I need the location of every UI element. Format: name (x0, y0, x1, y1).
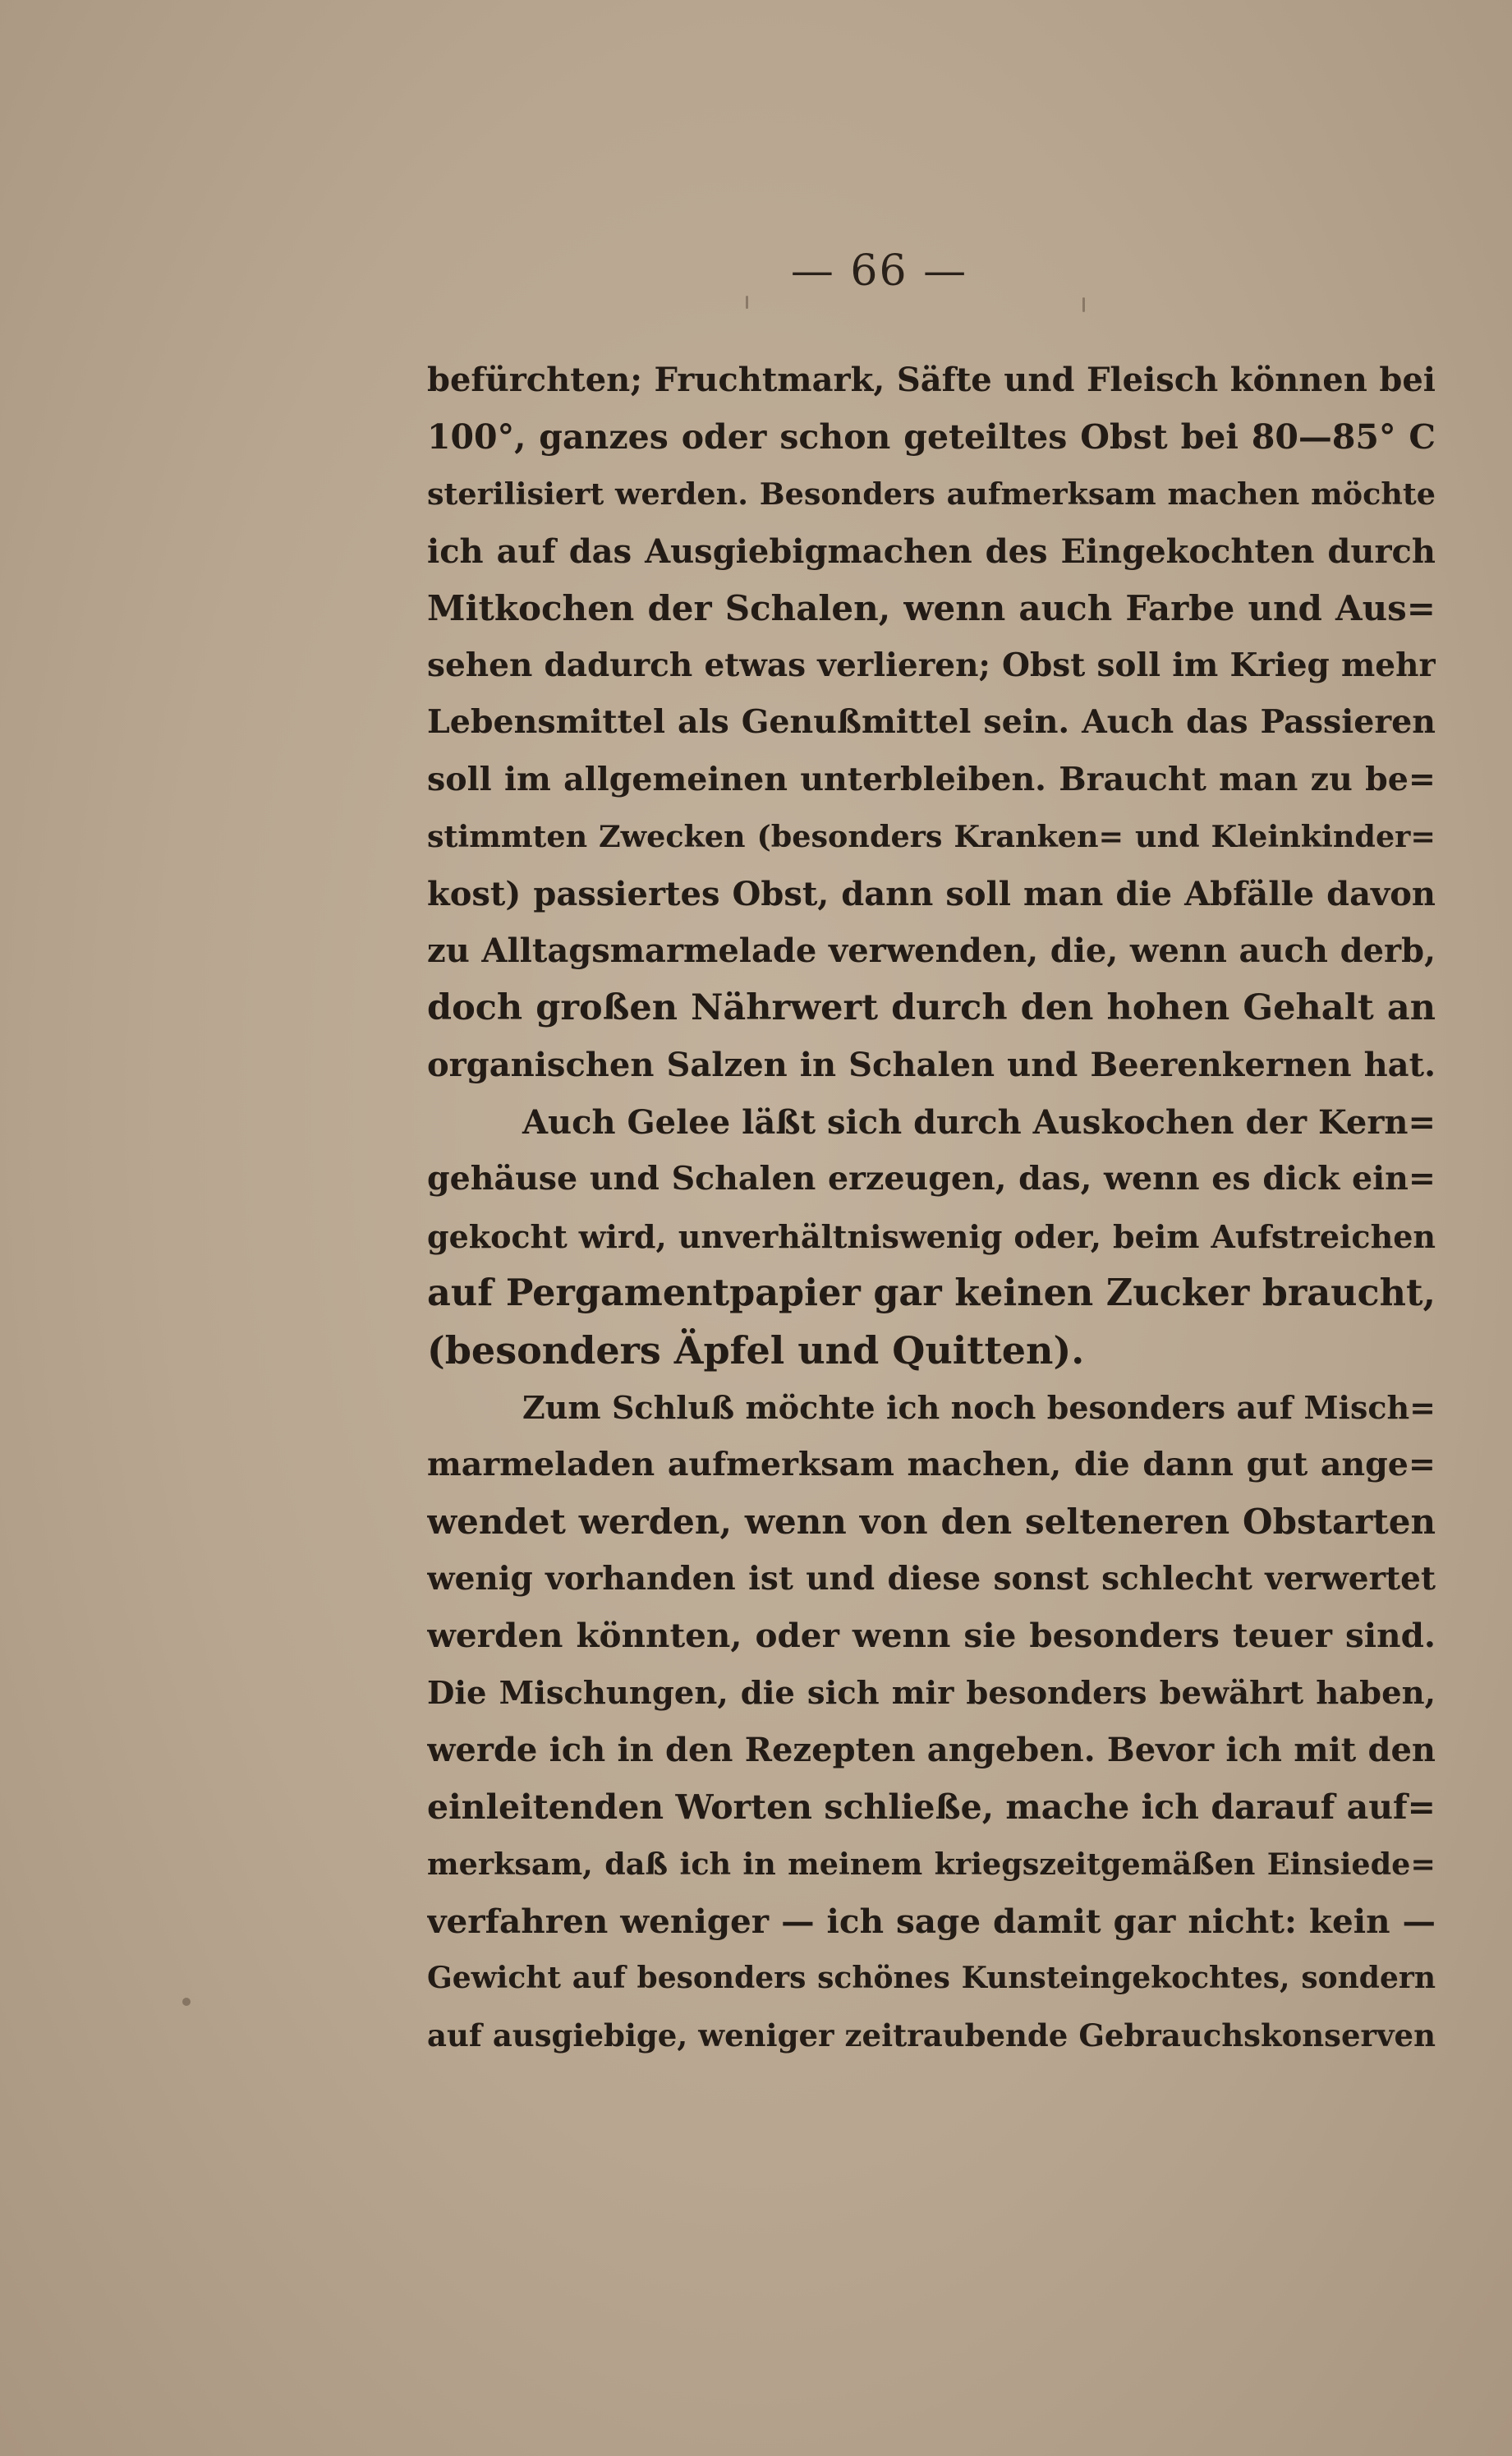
text-line: zu Alltagsmarmelade verwenden, die, wenn auch derb, (427, 931, 1436, 970)
text-line: ich auf das Ausgiebigmachen des Eingekochten durch (427, 531, 1436, 571)
paper-speck (182, 1998, 191, 2006)
text-line: gehäuse und Schalen erzeugen, das, wenn es dick ein= (427, 1160, 1436, 1198)
text-line: sehen dadurch etwas verlieren; Obst soll im Krieg mehr (427, 646, 1436, 684)
text-line: 100°, ganzes oder schon geteiltes Obst bei 80—85° C (427, 416, 1436, 457)
text-line: auf ausgiebige, weniger zeitraubende Gebrauchskonserven (427, 2017, 1436, 2054)
paragraph (427, 352, 1436, 1094)
text-line: gekocht wird, unverhältniswenig oder, beim Aufstreichen (427, 1217, 1436, 1255)
paragraph (427, 1094, 1436, 1380)
paper-speck (1082, 297, 1085, 312)
text-line: Zum Schluß möchte ich noch besonders auf Misch= (522, 1389, 1436, 1426)
paragraph (427, 1379, 1436, 2064)
text-line: stimmten Zwecken (besonders Kranken= und Kleinkinder= (427, 819, 1436, 854)
text-line: (besonders Äpfel und Quitten). (427, 1327, 1085, 1373)
text-line: sterilisiert werden. Besonders aufmerksam machen möchte (427, 476, 1436, 512)
text-line: organischen Salzen in Schalen und Beerenkernen hat. (427, 1046, 1436, 1084)
paper-speck (746, 296, 748, 309)
page-number: — 66 — (790, 246, 968, 296)
text-line: wenig vorhanden ist und diese sonst schlecht verwertet (427, 1559, 1436, 1598)
text-line: kost) passiertes Obst, dann soll man die Abfälle davon (427, 874, 1436, 913)
text-line: befürchten; Fruchtmark, Säfte und Fleisch können bei (427, 361, 1436, 399)
text-line: doch großen Nährwert durch den hohen Gehalt an (427, 987, 1436, 1028)
text-line: Die Mischungen, die sich mir besonders bewährt haben, (427, 1674, 1436, 1712)
text-line: werden könnten, oder wenn sie besonders teuer sind. (427, 1616, 1436, 1655)
text-line: merksam, daß ich in meinem kriegszeitgemäßen Einsiede= (427, 1847, 1436, 1882)
text-line: soll im allgemeinen unterbleiben. Braucht man zu be= (427, 760, 1436, 798)
text-line: Mitkochen der Schalen, wenn auch Farbe und Aus= (427, 588, 1436, 628)
body-text (427, 352, 1436, 2064)
text-line: Gewicht auf besonders schönes Kunsteingekochtes, sondern (427, 1961, 1436, 1995)
text-line: einleitenden Worten schließe, mache ich darauf auf= (427, 1787, 1436, 1827)
text-line: wendet werden, wenn von den selteneren Obstarten (427, 1502, 1436, 1542)
text-line: werde ich in den Rezepten angeben. Bevor ich mit den (427, 1731, 1436, 1769)
text-line: auf Pergamentpapier gar keinen Zucker braucht, (427, 1272, 1436, 1314)
text-line: Lebensmittel als Genußmittel sein. Auch das Passieren (427, 703, 1436, 741)
text-line: Auch Gelee läßt sich durch Auskochen der Kern= (522, 1102, 1436, 1142)
text-line: marmeladen aufmerksam machen, die dann gut ange= (427, 1445, 1436, 1483)
text-line: verfahren weniger — ich sage damit gar nicht: kein — (427, 1901, 1436, 1941)
